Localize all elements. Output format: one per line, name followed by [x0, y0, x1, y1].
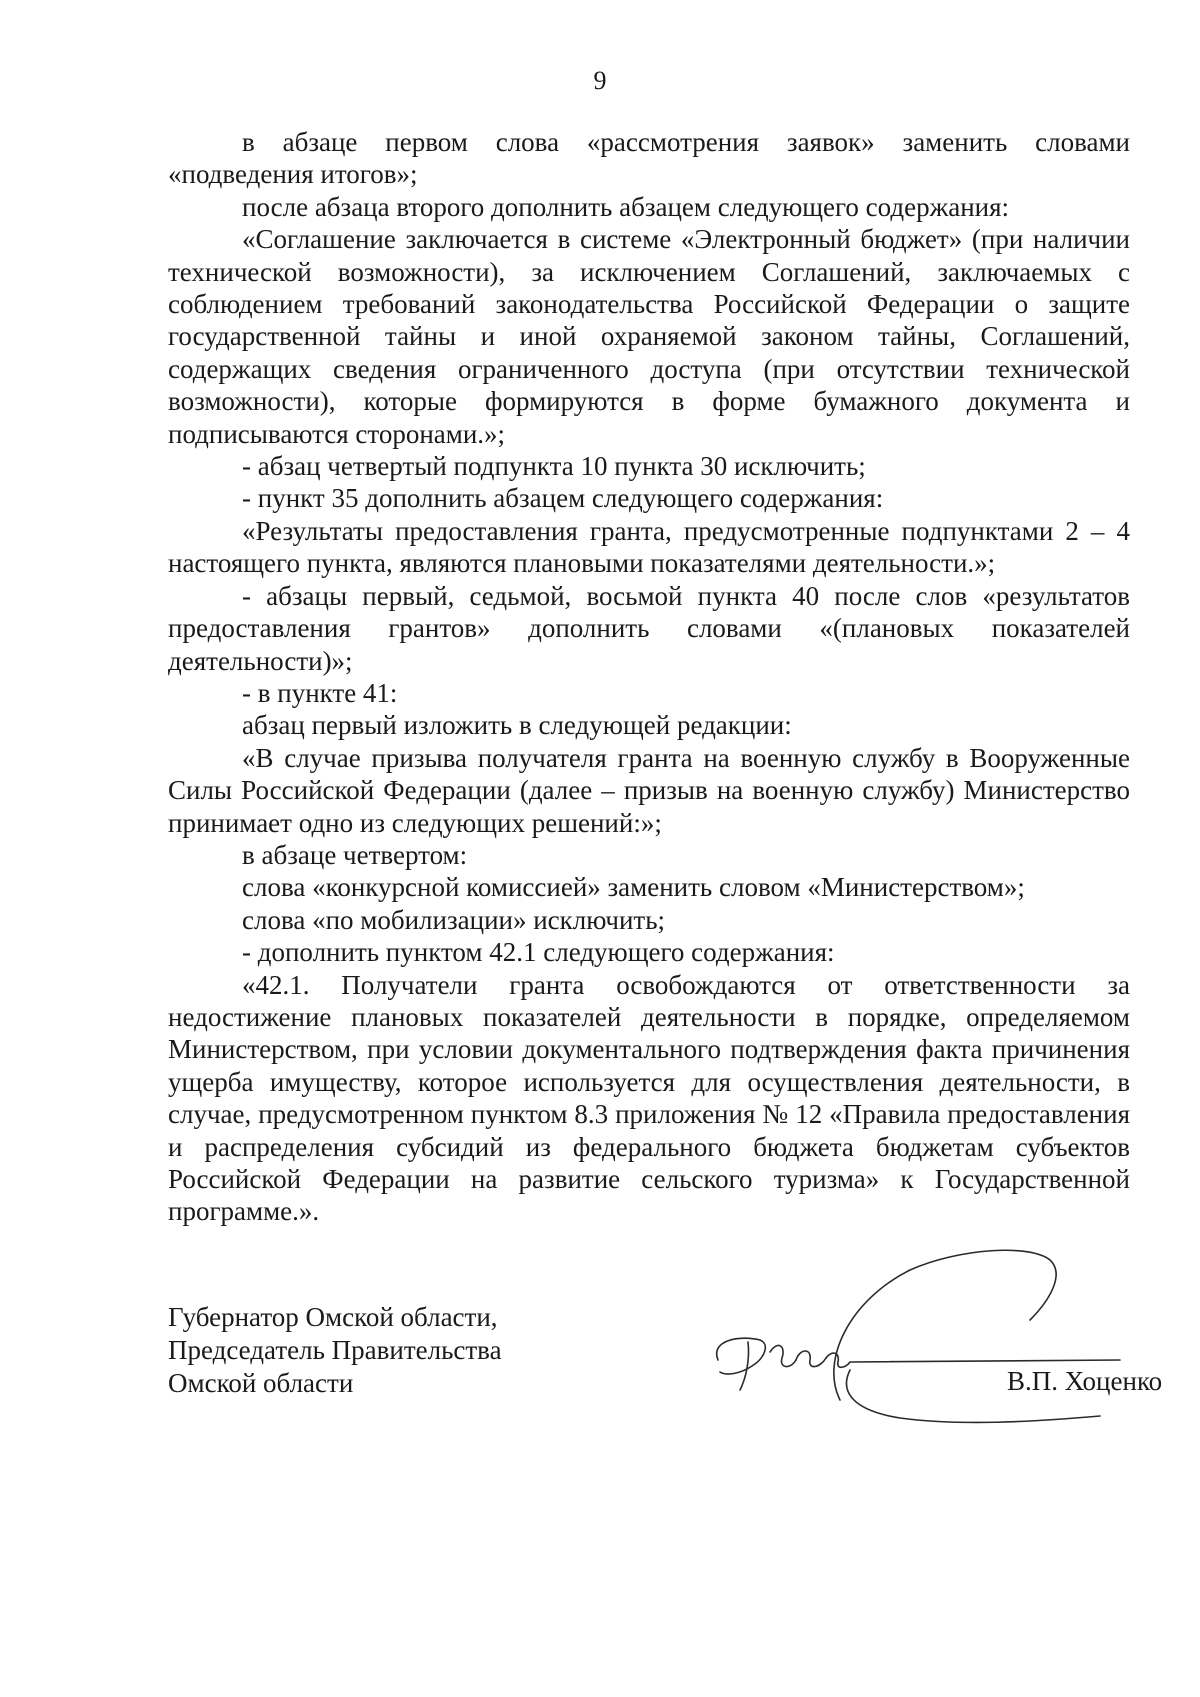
paragraph: - пункт 35 дополнить абзацем следующего содержания: [242, 483, 884, 514]
paragraph: - дополнить пунктом 42.1 следующего содержания: [242, 937, 835, 968]
signatory-name: В.П. Хоценко [1007, 1366, 1163, 1396]
page-number: 9 [593, 66, 607, 95]
paragraph: «42.1. Получатели гранта освобождаются от ответственности за недостижение плановых показателей деятельности в порядке, определяемом Министерством, при условии документального подтверждения факта причинения ущерба имуществу, которое используется для осуществления деятельности, в случае, предусмотренном пунктом 8.3 приложения № 12 «Правила предоставления и распределения субсидий из федерального бюджета бюджетам субъектов Российской Федерации на развитие сельского туризма» к Государственной программе.». [168, 969, 1130, 1227]
signatory-title-line: Губернатор Омской области, [168, 1302, 498, 1332]
signatory-title-line: Председатель Правительства [168, 1335, 502, 1365]
signatory-title [168, 1301, 502, 1400]
paragraph: «В случае призыва получателя гранта на военную службу в Вооруженные Силы Российской Федерации (далее – призыв на военную службу) Министерство принимает одно из следующих решений:»; [168, 742, 1130, 838]
document-body [168, 126, 1130, 1228]
paragraph: абзац первый изложить в следующей редакции: [242, 710, 792, 741]
paragraph: - абзацы первый, седьмой, восьмой пункта 40 после слов «результатов предоставления грантов» дополнить словами «(плановых показателей деятельности)»; [168, 580, 1130, 676]
paragraph: в абзаце первом слова «рассмотрения заявок» заменить словами «подведения итогов»; [168, 127, 1130, 190]
paragraph: - абзац четвертый подпункта 10 пункта 30 исключить; [242, 451, 866, 482]
paragraph: «Результаты предоставления гранта, предусмотренные подпунктами 2 – 4 настоящего пункта, являются плановыми показателями деятельности.»; [168, 515, 1130, 579]
paragraph: после абзаца второго дополнить абзацем следующего содержания: [242, 191, 1010, 222]
paragraph: слова «по мобилизации» исключить; [242, 904, 666, 935]
signatory-title-line: Омской области [168, 1368, 354, 1398]
paragraph: слова «конкурсной комиссией» заменить словом «Министерством»; [242, 872, 1025, 903]
paragraph: в абзаце четвертом: [242, 839, 468, 870]
handwritten-signature [700, 1240, 1130, 1440]
paragraph: «Соглашение заключается в системе «Электронный бюджет» (при наличии технической возможности), за исключением Соглашений, заключаемых с соблюдением требований законодательства Российской Федерации о защите государственной тайны и иной охраняемой законом тайны, Соглашений, содержащих сведения ограниченного доступа (при отсутствии технической возможности), которые формируются в форме бумажного документа и подписываются сторонами.»; [168, 224, 1130, 449]
paragraph: - в пункте 41: [242, 677, 398, 708]
